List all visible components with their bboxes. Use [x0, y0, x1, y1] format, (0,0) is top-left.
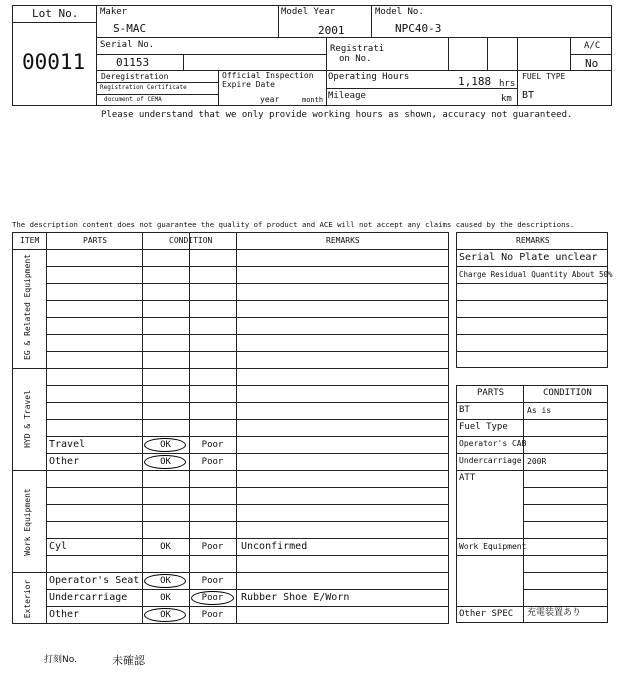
ok-option-hyd-other: OK: [160, 456, 171, 467]
poor-option-cyl: Poor: [201, 541, 224, 552]
parts-column-header: PARTS: [83, 236, 108, 245]
group-label-work-equipment: Work Equipment: [23, 488, 32, 556]
km-label: km: [501, 94, 512, 104]
poor-option-exterior-other: Poor: [201, 609, 224, 620]
part-hyd-other: Other: [49, 456, 80, 467]
part-undercarriage: Undercarriage: [49, 592, 128, 603]
side-part-att: ATT: [459, 473, 476, 483]
ac-value: No: [585, 57, 599, 70]
ok-option-operators-seat: OK: [160, 575, 171, 586]
inspection-label-2: Expire Date: [222, 80, 275, 89]
ok-option-travel: OK: [160, 439, 171, 450]
side-condition-other-spec: 充電装置あり: [527, 608, 582, 618]
poor-option-hyd-other: Poor: [201, 456, 224, 467]
side-part-work-equipment: Work Equipment: [459, 542, 527, 551]
mileage-label: Mileage: [328, 91, 366, 101]
registration-label-1: Registrati: [330, 44, 385, 54]
side-parts-header: PARTS: [477, 388, 505, 398]
poor-option-travel: Poor: [201, 439, 224, 450]
fuel-type-value: BT: [522, 90, 535, 101]
remark-cyl: Unconfirmed: [241, 541, 308, 552]
side-condition-header: CONDITION: [543, 388, 592, 398]
accuracy-notice: Please understand that we only provide working hours as shown, accuracy not guaranteed.: [101, 110, 573, 120]
part-exterior-other: Other: [49, 609, 80, 620]
inspection-table: [12, 232, 449, 624]
registration-label-2: on No.: [339, 54, 372, 64]
serial-value: 01153: [116, 56, 150, 69]
deregistration-label: Deregistration: [101, 72, 169, 81]
part-operators-seat: Operator's Seat: [49, 575, 140, 586]
part-cyl: Cyl: [49, 541, 68, 552]
remarks-column-header: REMARKS: [326, 236, 360, 245]
side-part-fuel-type: Fuel Type: [459, 422, 508, 432]
remark-undercarriage: Rubber Shoe E/Worn: [241, 592, 350, 603]
lot-label: Lot No.: [32, 7, 79, 20]
group-label-eg-related: EG & Related Equipment: [23, 254, 32, 360]
hrs-label: hrs: [499, 79, 516, 89]
fuel-type-label: FUEL TYPE: [522, 72, 566, 81]
side-part-other-spec: Other SPEC: [459, 609, 514, 619]
ac-label: A/C: [584, 41, 601, 51]
group-label-hyd-travel: HYD & Travel: [23, 390, 32, 448]
group-label-exterior: Exterior: [23, 579, 32, 619]
stamp-number-label: 打刻No.: [44, 655, 77, 665]
month-label: month: [302, 96, 324, 104]
model-year-value: 2001: [318, 24, 345, 37]
model-year-label: Model Year: [281, 7, 336, 17]
maker-label: Maker: [100, 7, 128, 17]
ok-option-undercarriage: OK: [160, 592, 171, 603]
side-condition-bt: As is: [527, 406, 552, 415]
stamp-number-value: 未確認: [112, 654, 145, 667]
remark-charge-residual: Charge Residual Quantity About 50%: [459, 270, 613, 279]
side-part-undercarriage: Undercarriage: [459, 456, 522, 465]
maker-value: S-MAC: [113, 22, 147, 35]
ok-option-exterior-other: OK: [160, 609, 171, 620]
operating-hours-label: Operating Hours: [328, 72, 410, 82]
side-part-bt: BT: [459, 405, 470, 415]
side-part-operators-cab: Operator's CAB: [459, 439, 527, 448]
condition-column-header: CONDITION: [169, 236, 213, 245]
year-label: year: [260, 95, 280, 104]
side-condition-undercarriage: 200R: [527, 457, 547, 466]
side-remarks-header: REMARKS: [516, 236, 550, 245]
registration-certificate-label: Registration Certificate: [100, 84, 187, 91]
inspection-label-1: Official Inspection: [222, 71, 314, 80]
poor-option-operators-seat: Poor: [201, 575, 224, 586]
ok-option-cyl: OK: [160, 541, 171, 552]
cema-label: document of CEMA: [104, 96, 162, 103]
item-column-header: ITEM: [20, 236, 40, 245]
serial-label: Serial No.: [100, 40, 155, 50]
remark-serial-plate: Serial No Plate unclear: [459, 252, 598, 263]
operating-hours-value: 1,188: [458, 75, 492, 88]
disclaimer-text: The description content does not guarantee the quality of product and ACE will not accept any claims caused by the descriptions.: [12, 220, 575, 229]
model-no-value: NPC40-3: [395, 22, 442, 35]
poor-option-undercarriage: Poor: [201, 592, 224, 603]
part-travel: Travel: [49, 439, 86, 450]
model-no-label: Model No.: [375, 7, 424, 17]
lot-number: 00011: [22, 50, 86, 74]
